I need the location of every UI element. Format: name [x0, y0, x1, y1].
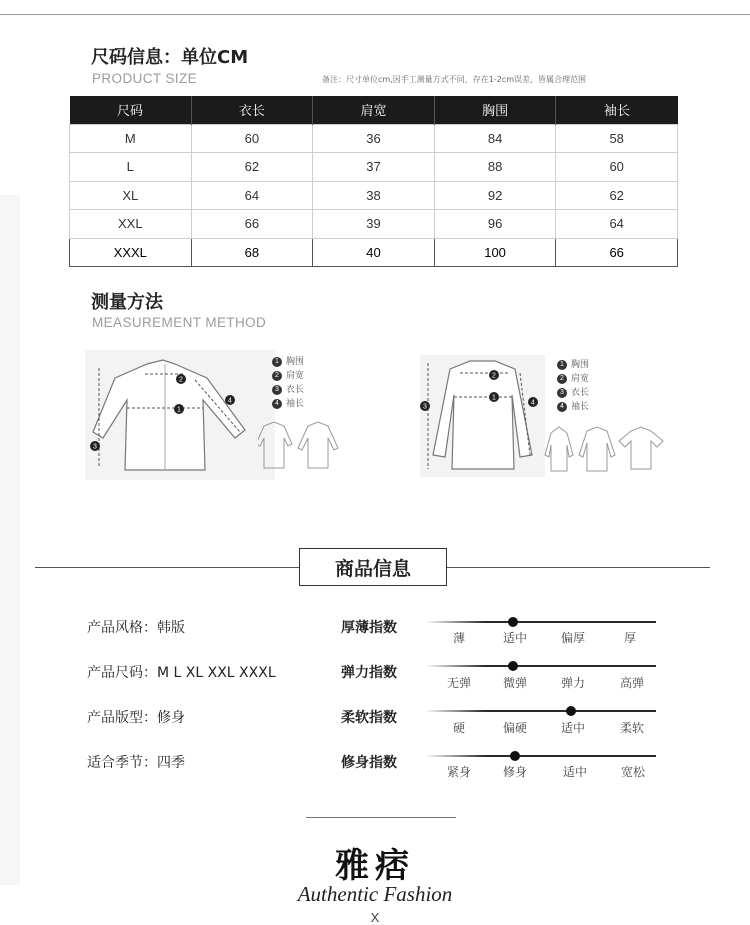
legend-item: 1 胸围 — [272, 355, 304, 369]
cell: 64 — [191, 181, 313, 210]
thickness-option: 厚 — [623, 631, 637, 645]
size-table — [69, 96, 678, 267]
cell: 62 — [556, 181, 678, 210]
cell: 92 — [434, 181, 556, 210]
thickness-scale-marker — [508, 617, 518, 627]
softness-scale-marker — [566, 706, 576, 716]
cell: M — [70, 124, 192, 153]
top-divider — [0, 14, 750, 15]
softness-option: 硬 — [452, 721, 466, 735]
thickness-option: 薄 — [452, 631, 466, 645]
table-row — [70, 238, 678, 267]
marker-4-text: 4 — [228, 397, 232, 405]
legend-item: 3 衣长 — [557, 386, 589, 400]
brand-divider — [306, 817, 456, 818]
jacket-icon — [258, 422, 292, 468]
header-sleeve: 袖长 — [556, 96, 678, 124]
table-row — [70, 210, 678, 239]
marker-3-text: 3 — [423, 403, 427, 411]
header-shoulder: 肩宽 — [313, 96, 435, 124]
cardigan-icon — [579, 427, 615, 471]
size-table-header-row — [70, 96, 678, 124]
size-note: 备注：尺寸单位cm,因手工测量方式不同，存在1-2cm误差，皆属合理范围 — [322, 75, 586, 84]
thickness-index-label: 厚薄指数 — [341, 620, 397, 636]
marker-1-text: 1 — [492, 394, 496, 402]
info-divider-left — [35, 567, 299, 568]
hoodie-icon — [545, 427, 573, 471]
attr-sizes: 产品尺码：M L XL XXL XXXL — [87, 665, 276, 681]
cell: 37 — [313, 153, 435, 182]
blazer-icon — [298, 422, 338, 468]
marker-2-text: 2 — [179, 376, 183, 384]
sweater-legend — [557, 358, 589, 414]
cell: XXXL — [70, 238, 192, 267]
cell: 84 — [434, 124, 556, 153]
header-chest: 胸围 — [434, 96, 556, 124]
tshirt-icon — [619, 427, 663, 469]
legend-item: 2 肩宽 — [557, 372, 589, 386]
attr-style: 产品风格：韩版 — [87, 620, 185, 636]
elasticity-scale-line — [425, 665, 656, 667]
elasticity-scale-marker — [508, 661, 518, 671]
cell: 58 — [556, 124, 678, 153]
thickness-scale-line — [425, 621, 656, 623]
brand-mark: X — [370, 910, 380, 925]
size-section-subtitle: PRODUCT SIZE — [92, 71, 198, 86]
softness-index-label: 柔软指数 — [341, 710, 397, 726]
elasticity-option: 无弹 — [446, 676, 472, 690]
size-section-title: 尺码信息：单位CM — [91, 47, 249, 68]
brand-tagline: Authentic Fashion — [297, 882, 453, 906]
fit-option: 修身 — [502, 765, 528, 779]
cell: 64 — [556, 210, 678, 239]
fit-scale-marker — [510, 751, 520, 761]
marker-3-text: 3 — [93, 443, 97, 451]
sweater-measure-diagram — [420, 355, 545, 477]
legend-item: 4 袖长 — [557, 400, 589, 414]
measure-section-title: 测量方法 — [91, 292, 163, 313]
thickness-option: 适中 — [502, 631, 528, 645]
cell: XXL — [70, 210, 192, 239]
cell: XL — [70, 181, 192, 210]
cell: 38 — [313, 181, 435, 210]
legend-item: 1 胸围 — [557, 358, 589, 372]
thickness-option: 偏厚 — [560, 631, 586, 645]
softness-option: 柔软 — [619, 721, 645, 735]
info-divider-right — [447, 567, 710, 568]
fit-option: 宽松 — [620, 765, 646, 779]
product-info-heading: 商品信息 — [299, 548, 447, 586]
fit-option: 紧身 — [446, 765, 472, 779]
marker-4-text: 4 — [531, 399, 535, 407]
cell: 40 — [313, 238, 435, 267]
cell: 66 — [556, 238, 678, 267]
marker-1-text: 1 — [177, 406, 181, 414]
elasticity-option: 弹力 — [560, 676, 586, 690]
cell: 66 — [191, 210, 313, 239]
shirt-legend — [272, 355, 304, 411]
softness-option: 适中 — [560, 721, 586, 735]
cell: 62 — [191, 153, 313, 182]
fit-index-label: 修身指数 — [341, 755, 397, 771]
jacket-icons — [258, 420, 342, 472]
softness-option: 偏硬 — [502, 721, 528, 735]
softness-scale-line — [425, 710, 656, 712]
attr-season: 适合季节：四季 — [87, 755, 185, 771]
brand-logo-chinese: 雅痞 — [335, 846, 415, 886]
cell: 96 — [434, 210, 556, 239]
table-row — [70, 153, 678, 182]
cell: L — [70, 153, 192, 182]
fit-option: 适中 — [562, 765, 588, 779]
garment-icons — [543, 425, 668, 475]
shirt-measure-diagram — [85, 350, 275, 480]
cell: 100 — [434, 238, 556, 267]
left-edge-shade — [0, 195, 20, 885]
cell: 68 — [191, 238, 313, 267]
cell: 39 — [313, 210, 435, 239]
table-row — [70, 181, 678, 210]
cell: 60 — [191, 124, 313, 153]
cell: 36 — [313, 124, 435, 153]
measure-section-subtitle: MEASUREMENT METHOD — [92, 315, 267, 330]
elasticity-index-label: 弹力指数 — [341, 665, 397, 681]
legend-item: 4 袖长 — [272, 397, 304, 411]
elasticity-option: 微弹 — [502, 676, 528, 690]
table-row — [70, 124, 678, 153]
cell: 88 — [434, 153, 556, 182]
header-size: 尺码 — [70, 96, 192, 124]
header-length: 衣长 — [191, 96, 313, 124]
elasticity-option: 高弹 — [619, 676, 645, 690]
legend-item: 2 肩宽 — [272, 369, 304, 383]
marker-2-text: 2 — [492, 372, 496, 380]
legend-item: 3 衣长 — [272, 383, 304, 397]
attr-fit: 产品版型：修身 — [87, 710, 185, 726]
cell: 60 — [556, 153, 678, 182]
fit-scale-line — [425, 755, 656, 757]
